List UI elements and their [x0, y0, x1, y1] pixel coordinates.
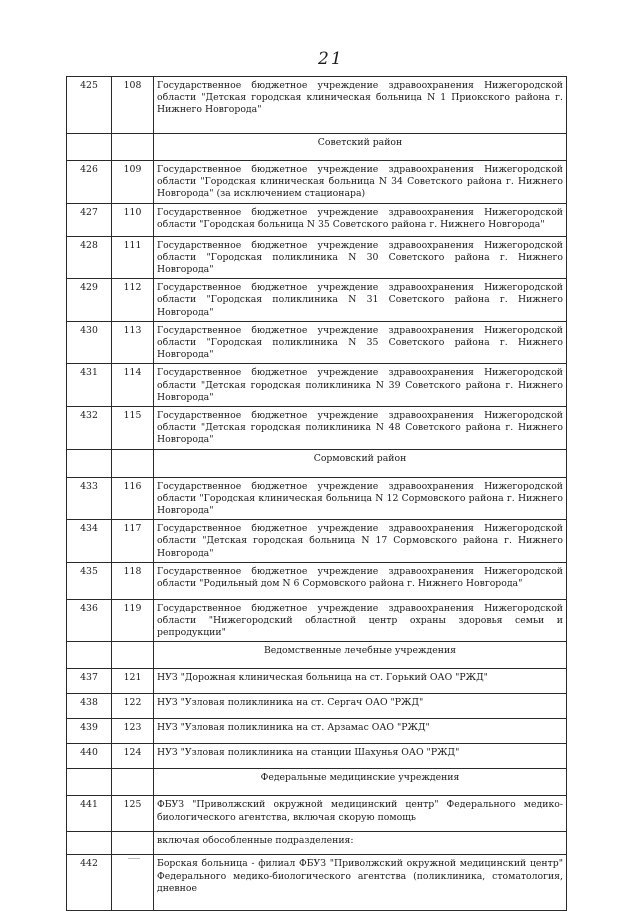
institution-code: 115: [112, 407, 154, 450]
row-number: 435: [67, 562, 112, 599]
page-number: 21: [318, 49, 344, 69]
institution-code: [112, 855, 154, 911]
empty-cell: [112, 769, 154, 796]
institution-code: 109: [112, 161, 154, 204]
institution-name: Государственное бюджетное учреждение здравоохранения Нижегородской области "Родильный дом N 6 Сормовского района г. Нижнего Новгорода": [154, 562, 567, 599]
institution-name: НУЗ "Узловая поликлиника на ст. Сергач ОАО "РЖД": [154, 694, 567, 719]
section-title: Сормовский район: [154, 449, 567, 477]
institution-code: 114: [112, 364, 154, 407]
institution-code: 117: [112, 520, 154, 563]
table-row: [67, 719, 567, 744]
table-row: [67, 77, 567, 134]
institution-name: Государственное бюджетное учреждение здравоохранения Нижегородской области "Нижегородский областной центр охраны здоровья семьи и репродукции": [154, 599, 567, 642]
institution-name: НУЗ "Дорожная клиническая больница на ст. Горький ОАО "РЖД": [154, 669, 567, 694]
table-row: [67, 161, 567, 204]
row-number: 428: [67, 236, 112, 279]
table-row: [67, 694, 567, 719]
institution-name: Государственное бюджетное учреждение здравоохранения Нижегородской области "Городская клиническая больница N 34 Советского района г. Нижнего Новгорода" (за исключением стационара): [154, 161, 567, 204]
row-number: 436: [67, 599, 112, 642]
section-title: Федеральные медицинские учреждения: [154, 769, 567, 796]
row-number: 438: [67, 694, 112, 719]
institution-code: 118: [112, 562, 154, 599]
row-number: 430: [67, 321, 112, 364]
institution-code: 119: [112, 599, 154, 642]
row-number: 427: [67, 203, 112, 236]
institution-name: Государственное бюджетное учреждение здравоохранения Нижегородской области "Детская городская поликлиника N 39 Советского района г. Нижнего Новгорода": [154, 364, 567, 407]
institution-name: Государственное бюджетное учреждение здравоохранения Нижегородской области "Городская больница N 35 Советского района г. Нижнего Новгорода": [154, 203, 567, 236]
empty-cell: [67, 449, 112, 477]
institution-code: 123: [112, 719, 154, 744]
empty-cell: [112, 449, 154, 477]
institution-name: включая обособленные подразделения:: [154, 832, 567, 855]
row-number: 442: [67, 855, 112, 911]
section-header-row: [67, 134, 567, 161]
section-header-row: [67, 449, 567, 477]
institution-name: Государственное бюджетное учреждение здравоохранения Нижегородской области "Детская городская больница N 17 Сормовского района г. Нижнего Новгорода": [154, 520, 567, 563]
table-row: [67, 407, 567, 450]
institutions-table: [66, 76, 567, 911]
row-number: 426: [67, 161, 112, 204]
institution-code: 124: [112, 744, 154, 769]
empty-cell: [112, 642, 154, 669]
table-row: [67, 855, 567, 911]
row-number: 425: [67, 77, 112, 134]
institution-name: Государственное бюджетное учреждение здравоохранения Нижегородской области "Детская городская клиническая больница N 1 Приокского района г. Нижнего Новгорода": [154, 77, 567, 134]
row-number: 431: [67, 364, 112, 407]
table-row: [67, 279, 567, 322]
section-header-row: [67, 769, 567, 796]
institution-name: НУЗ "Узловая поликлиника на станции Шахунья ОАО "РЖД": [154, 744, 567, 769]
section-title: Ведомственные лечебные учреждения: [154, 642, 567, 669]
institution-name: Государственное бюджетное учреждение здравоохранения Нижегородской области "Детская городская поликлиника N 48 Советского района г. Нижнего Новгорода": [154, 407, 567, 450]
row-number: 437: [67, 669, 112, 694]
institution-name: Государственное бюджетное учреждение здравоохранения Нижегородской области "Городская поликлиника N 35 Советского района г. Нижнего Новгорода": [154, 321, 567, 364]
table-row: [67, 599, 567, 642]
row-number: 433: [67, 477, 112, 520]
institution-code: 108: [112, 77, 154, 134]
empty-cell: [67, 769, 112, 796]
institution-code: 116: [112, 477, 154, 520]
section-title: Советский район: [154, 134, 567, 161]
institution-code: [112, 832, 154, 855]
table-row: [67, 321, 567, 364]
row-number: [67, 832, 112, 855]
institution-code: 110: [112, 203, 154, 236]
table-row: [67, 669, 567, 694]
institution-code: 112: [112, 279, 154, 322]
section-header-row: [67, 642, 567, 669]
table-row: [67, 364, 567, 407]
table-row: [67, 832, 567, 855]
row-number: 441: [67, 796, 112, 832]
institution-code: 122: [112, 694, 154, 719]
row-number: 440: [67, 744, 112, 769]
row-number: 439: [67, 719, 112, 744]
row-number: 429: [67, 279, 112, 322]
row-number: 432: [67, 407, 112, 450]
institution-name: НУЗ "Узловая поликлиника на ст. Арзамас ОАО "РЖД": [154, 719, 567, 744]
institution-code: 111: [112, 236, 154, 279]
institution-name: Государственное бюджетное учреждение здравоохранения Нижегородской области "Городская поликлиника N 31 Советского района г. Нижнего Новгорода": [154, 279, 567, 322]
table-row: [67, 236, 567, 279]
table-row: [67, 520, 567, 563]
table-row: [67, 203, 567, 236]
table-row: [67, 562, 567, 599]
institution-code: 125: [112, 796, 154, 832]
row-number: 434: [67, 520, 112, 563]
empty-cell: [67, 134, 112, 161]
institution-code: 113: [112, 321, 154, 364]
table-row: [67, 477, 567, 520]
institution-name: Государственное бюджетное учреждение здравоохранения Нижегородской области "Городская клиническая больница N 12 Сормовского района г. Нижнего Новгорода": [154, 477, 567, 520]
institution-name: Государственное бюджетное учреждение здравоохранения Нижегородской области "Городская поликлиника N 30 Советского района г. Нижнего Новгорода": [154, 236, 567, 279]
institution-name: Борская больница - филиал ФБУЗ "Приволжский окружной медицинский центр" Федерального медико-биологического агентства (поликлиника, стоматология, дневное: [154, 855, 567, 911]
scan-artifact: [128, 858, 140, 859]
empty-cell: [67, 642, 112, 669]
table-row: [67, 744, 567, 769]
empty-cell: [112, 134, 154, 161]
table-row: [67, 796, 567, 832]
institutions-table-body: [67, 77, 567, 911]
institution-code: 121: [112, 669, 154, 694]
institution-name: ФБУЗ "Приволжский окружной медицинский центр" Федерального медико-биологического агентства, включая скорую помощь: [154, 796, 567, 832]
